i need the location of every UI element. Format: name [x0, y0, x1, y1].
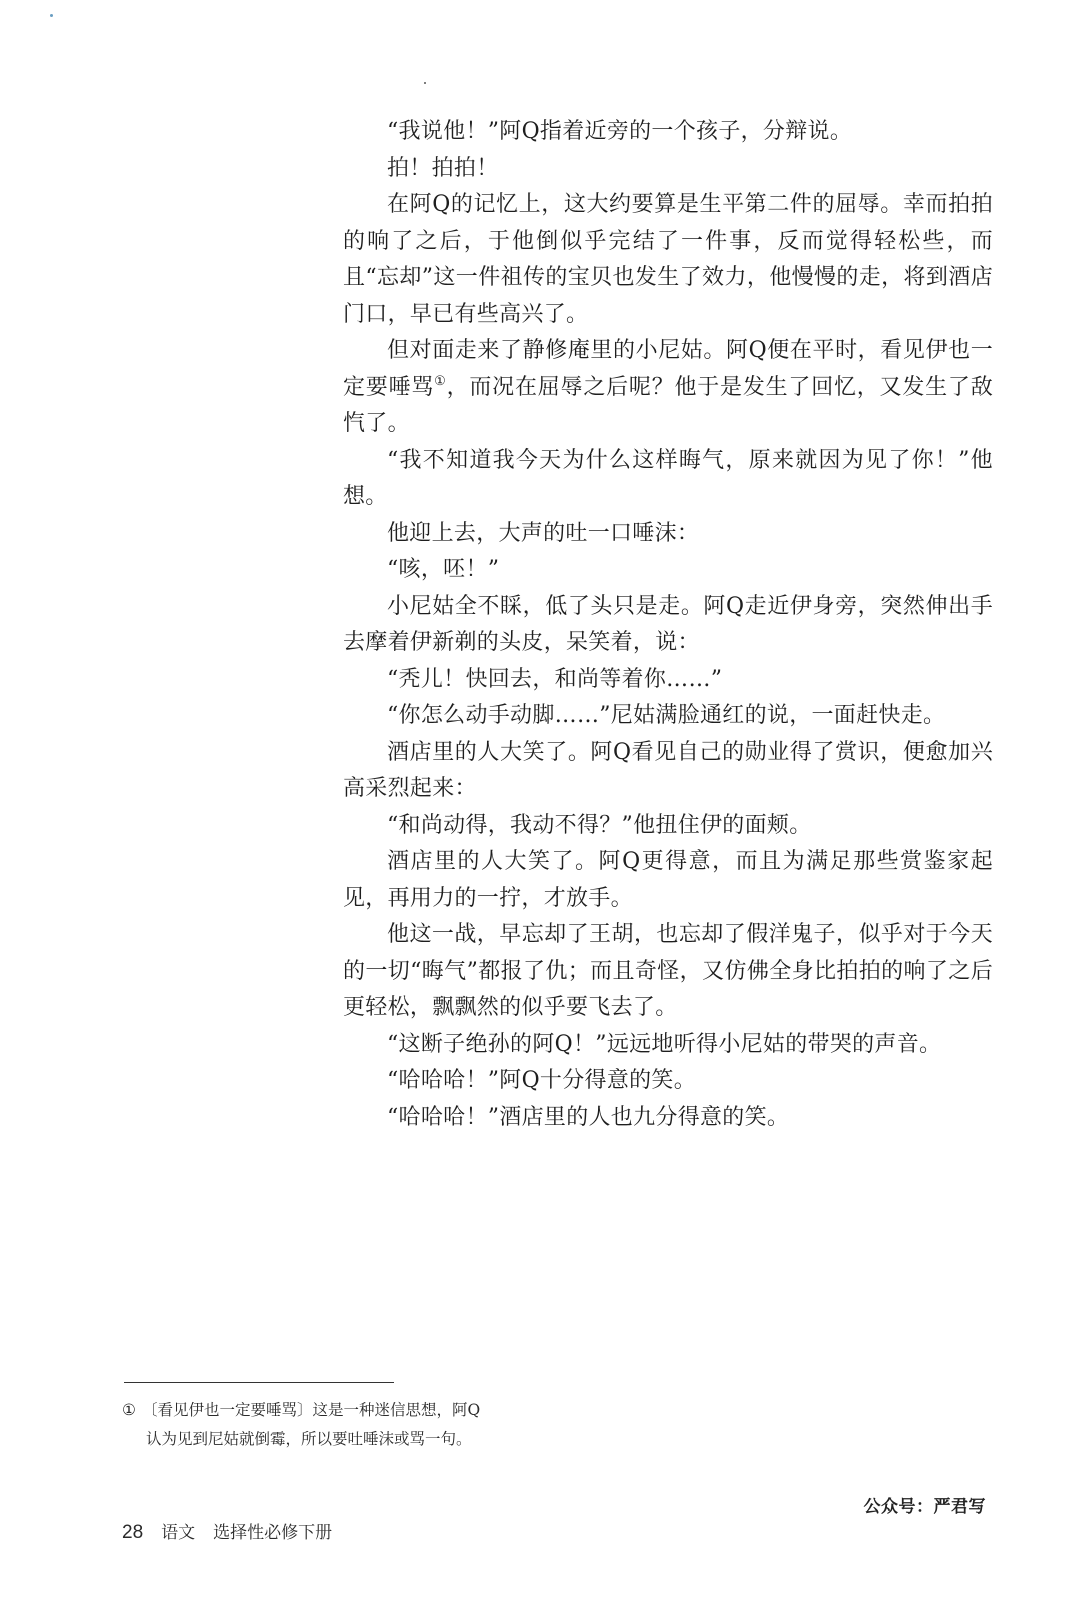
- watermark: 公众号：严君写: [863, 1497, 986, 1517]
- paragraph: 酒店里的人大笑了。阿Q看见自己的勋业得了赏识，便愈加兴高采烈起来：: [343, 739, 993, 801]
- paragraph: 酒店里的人大笑了。阿Q更得意，而且为满足那些赏鉴家起见，再用力的一拧，才放手。: [343, 849, 993, 911]
- paragraph-with-footnote-ref: [343, 333, 993, 443]
- paragraph-text: ，而况在屈辱之后呢？他于是发生了回忆，又发生了敌忾了。: [343, 374, 994, 436]
- paragraph: “这断子绝孙的阿Q！”远远地听得小尼姑的带哭的声音。: [387, 1031, 942, 1057]
- paragraph: 他这一战，早忘却了王胡，也忘却了假洋鬼子，似乎对于今天的一切“晦气”都报了仇；而且奇怪，又仿佛全身比拍拍的响了之后更轻松，飘飘然的似乎要飞去了。: [343, 922, 993, 1020]
- footnote-divider: [124, 1382, 394, 1383]
- paragraph: “我不知道我今天为什么这样晦气，原来就因为见了你！”他想。: [343, 447, 993, 509]
- footnote-text: 〔看见伊也一定要唾骂〕这是一种迷信思想，阿Q: [142, 1401, 481, 1419]
- paragraph: “秃儿！快回去，和尚等着你……”: [387, 666, 723, 692]
- paragraph: 小尼姑全不睬，低了头只是走。阿Q走近伊身旁，突然伸出手去摩着伊新剃的头皮，呆笑着，说：: [343, 593, 993, 655]
- paragraph: “和尚动得，我动不得？”他扭住伊的面颊。: [387, 812, 812, 838]
- paragraph: “咳，呸！”: [387, 557, 500, 582]
- main-text: [343, 114, 993, 1136]
- page-footer: [122, 1518, 332, 1544]
- scan-speck: [50, 14, 53, 17]
- paragraph: 拍！拍拍！: [387, 155, 499, 181]
- paragraph: “我说他！”阿Q指着近旁的一个孩子，分辩说。: [387, 119, 853, 144]
- footnote-text: 认为见到尼姑就倒霉，所以要吐唾沫或骂一句。: [146, 1430, 472, 1448]
- book-title: 选择性必修下册: [213, 1523, 333, 1543]
- footnote-mark: ①: [122, 1401, 136, 1419]
- paragraph: “哈哈哈！”阿Q十分得意的笑。: [387, 1068, 697, 1093]
- page-number: 28: [122, 1522, 144, 1543]
- paragraph-text: 但对面走来了静修庵里的小尼姑。阿Q便在平时，看见伊也一定要唾骂: [343, 338, 993, 400]
- footnote: [122, 1396, 542, 1454]
- footnote-line: [122, 1396, 542, 1425]
- paragraph: “你怎么动手动脚……”尼姑满脸通红的说，一面赶快走。: [387, 703, 946, 728]
- paragraph: 在阿Q的记忆上，这大约要算是生平第二件的屈辱。幸而拍拍的响了之后，于他倒似乎完结了一件事，反而觉得轻松些，而且“忘却”这一件祖传的宝贝也发生了效力，他慢慢的走，将到酒店门口，早已有些高兴了。: [343, 192, 993, 327]
- paragraph: “哈哈哈！”酒店里的人也九分得意的笑。: [387, 1104, 790, 1130]
- paragraph: 他迎上去，大声的吐一口唾沫：: [387, 520, 700, 546]
- subject-label: 语文: [161, 1523, 196, 1543]
- footnote-ref[interactable]: ①: [434, 373, 447, 389]
- scan-speck: [424, 82, 426, 84]
